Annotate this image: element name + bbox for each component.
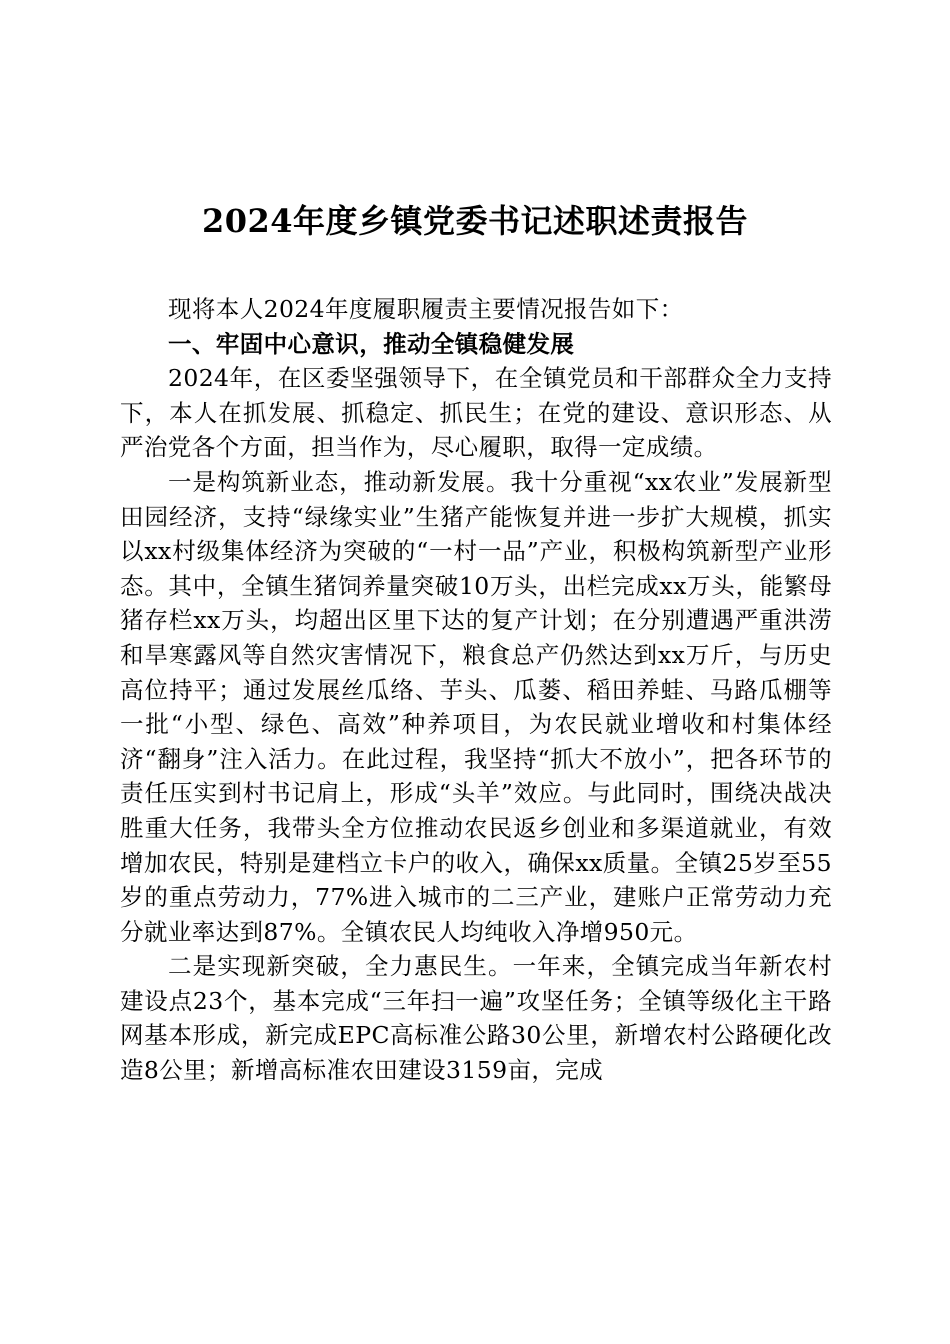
intro-paragraph: 现将本人2024年度履职履责主要情况报告如下：	[168, 295, 684, 323]
document-title: 2024年度乡镇党委书记述职述责报告	[201, 202, 749, 240]
body-paragraph: 2024年，在区委坚强领导下，在全镇党员和干部群众全力支持下，本人在抓发展、抓稳定、抓民生；在党的建设、意识形态、从严治党各个方面，担当作为，尽心履职，取得一定成绩。	[120, 364, 832, 462]
body-paragraph: 二是实现新突破，全力惠民生。一年来，全镇完成当年新农村建设点23个，基本完成“三年扫一遍”攻坚任务；全镇等级化主干路网基本形成，新完成EPC高标准公路30公里，新增农村公路硬化改造8公里；新增高标准农田建设3159亩，完成	[120, 952, 832, 1085]
document-body	[120, 292, 832, 1088]
body-paragraph: 一是构筑新业态，推动新发展。我十分重视“xx农业”发展新型田园经济，支持“绿缘实业”生猪产能恢复并进一步扩大规模，抓实以xx村级集体经济为突破的“一村一品”产业，积极构筑新型产业形态。其中，全镇生猪饲养量突破10万头，出栏完成xx万头，能繁母猪存栏xx万头，均超出区里下达的复产计划；在分别遭遇严重洪涝和旱寒露风等自然灾害情况下，粮食总产仍然达到xx万斤，与历史高位持平；通过发展丝瓜络、芋头、瓜蒌、稻田养蛙、马路瓜棚等一批“小型、绿色、高效”种养项目，为农民就业增收和村集体经济“翻身”注入活力。在此过程，我坚持“抓大不放小”，把各环节的责任压实到村书记肩上，形成“头羊”效应。与此同时，围绕决战决胜重大任务，我带头全方位推动农民返乡创业和多渠道就业，有效增加农民，特别是建档立卡户的收入，确保xx质量。全镇25岁至55岁的重点劳动力，77%进入城市的二三产业，建账户正常劳动力充分就业率达到87%。全镇农民人均纯收入净增950元。	[120, 467, 832, 946]
section-heading: 一、牢固中心意识，推动全镇稳健发展	[168, 329, 575, 358]
